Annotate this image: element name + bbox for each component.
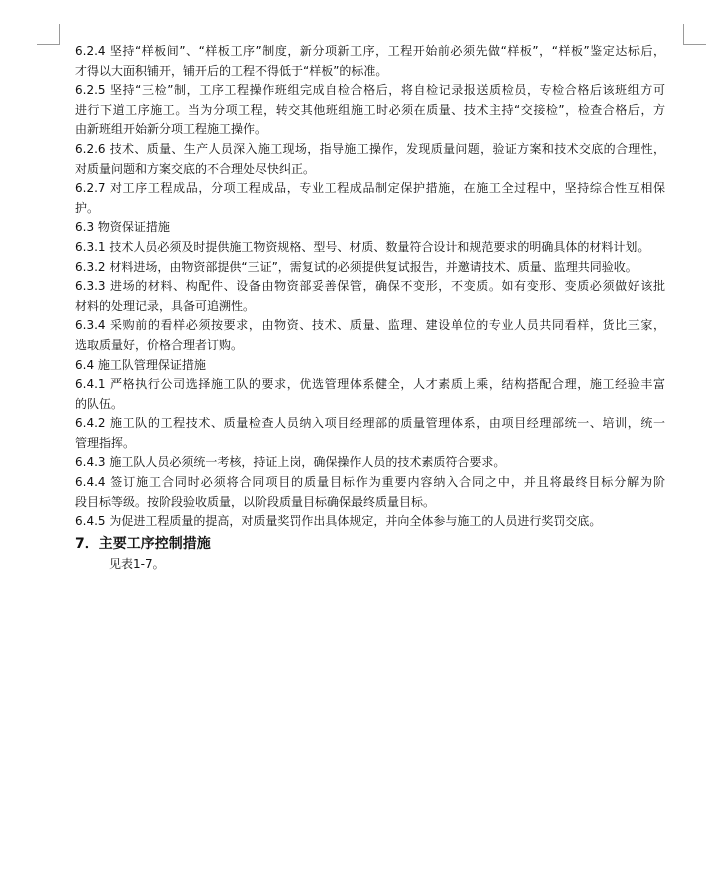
- table-reference-note: 见表1-7。: [109, 556, 165, 571]
- paragraph-line: 才得以大面积铺开，铺开后的工程不得低于“样板”的标准。: [75, 63, 388, 78]
- page-corner-mark-top-right: [683, 24, 706, 45]
- paragraph-line: 的队伍。: [75, 396, 124, 411]
- paragraph-line: 6.3.1 技术人员必须及时提供施工物资规格、型号、材质、数量符合设计和规范要求的明确具体的材料计划。: [75, 239, 650, 254]
- paragraph-line: 6.4.3 施工队人员必须统一考核，持证上岗，确保操作人员的技术素质符合要求。: [75, 455, 506, 470]
- paragraph-line: 选取质量好，价格合理者订购。: [75, 337, 244, 352]
- paragraph-line: 6.3.3 进场的材料、构配件、设备由物资部妥善保管，确保不变形，不变质。如有变形、变质必须做好该批: [75, 279, 665, 294]
- paragraph-line: 护。: [75, 200, 100, 215]
- paragraph-line: 6.2.4 坚持“样板间”、“样板工序”制度，新分项新工序，工程开始前必须先做“样板”，“样板”鉴定达标后，: [75, 44, 665, 58]
- paragraph-line: 进行下道工序施工。当为分项工程，转交其他班组施工时必须在质量、技术主持“交接检”，检查合格后，方: [75, 102, 665, 117]
- paragraph-line: 对质量问题和方案交底的不合理处尽快纠正。: [75, 161, 316, 176]
- page-corner-mark-top-left: [37, 24, 60, 45]
- section-heading-7: 7．主要工序控制措施: [75, 535, 211, 552]
- paragraph-line: 6.3.4 采购前的看样必须按要求，由物资、技术、质量、监理、建设单位的专业人员共同看样，货比三家，: [75, 318, 665, 333]
- section-heading-6-3: 6.3 物资保证措施: [75, 220, 170, 235]
- paragraph-line: 6.3.2 材料进场，由物资部提供“三证”，需复试的必须提供复试报告，并邀请技术、质量、监理共同验收。: [75, 259, 638, 274]
- paragraph-line: 6.4.2 施工队的工程技术、质量检查人员纳入项目经理部的质量管理体系，由项目经理部统一、培训，统一: [75, 416, 665, 431]
- paragraph-line: 由新班组开始新分项工程施工操作。: [75, 122, 268, 137]
- paragraph-line: 6.4.5 为促进工程质量的提高，对质量奖罚作出具体规定，并向全体参与施工的人员进行奖罚交底。: [75, 514, 602, 529]
- paragraph-line: 材料的处理记录，具备可追溯性。: [75, 298, 256, 313]
- paragraph-line: 6.2.7 对工序工程成品，分项工程成品，专业工程成品制定保护措施，在施工全过程中，坚持综合性互相保: [75, 181, 665, 196]
- paragraph-line: 6.4.1 严格执行公司选择施工队的要求，优选管理体系健全，人才素质上乘，结构搭配合理，施工经验丰富: [75, 377, 665, 392]
- paragraph-line: 管理指挥。: [75, 435, 136, 450]
- document-body: [75, 42, 665, 574]
- section-heading-6-4: 6.4 施工队管理保证措施: [75, 357, 206, 372]
- paragraph-line: 段目标等级。按阶段验收质量，以阶段质量目标确保最终质量目标。: [75, 494, 436, 509]
- paragraph-line: 6.4.4 签订施工合同时必须将合同项目的质量目标作为重要内容纳入合同之中，并且将最终目标分解为阶: [75, 475, 665, 490]
- paragraph-line: 6.2.6 技术、质量、生产人员深入施工现场，指导施工操作，发现质量问题，验证方案和技术交底的合理性，: [75, 141, 665, 156]
- paragraph-line: 6.2.5 坚持“三检”制，工序工程操作班组完成自检合格后，将自检记录报送质检员，专检合格后该班组方可: [75, 83, 665, 98]
